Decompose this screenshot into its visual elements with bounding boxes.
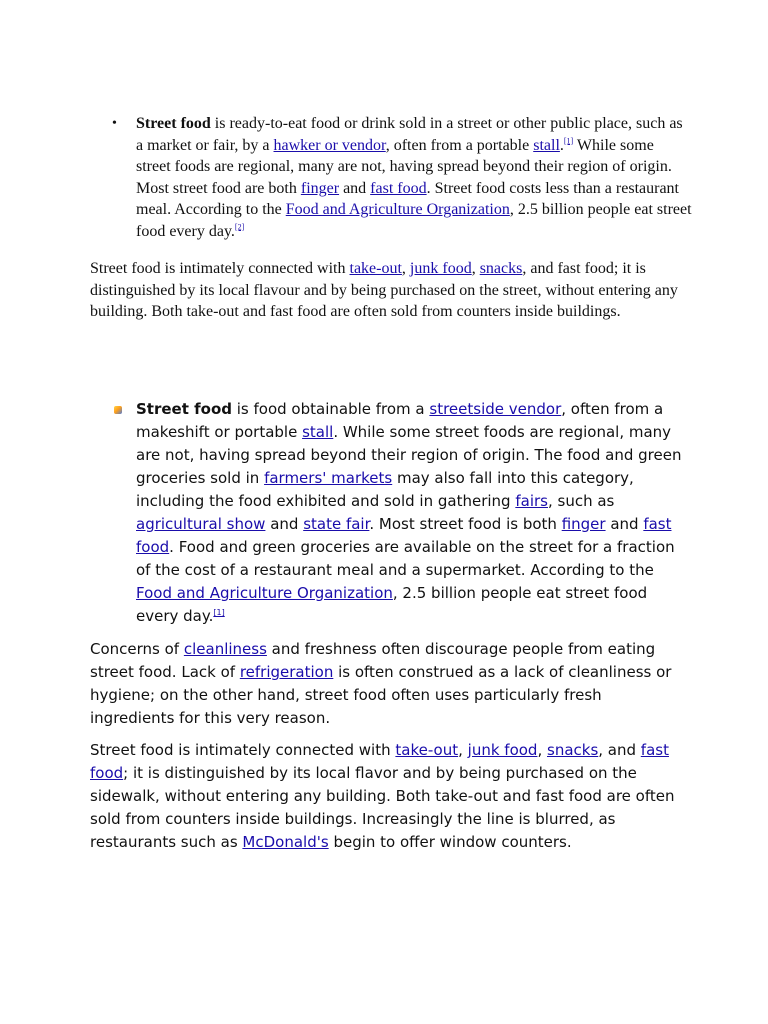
link-fast-food[interactable]: fast food [370,179,427,197]
link-fairs[interactable]: fairs [515,492,548,510]
link-cleanliness[interactable]: cleanliness [183,640,267,658]
paragraph-concerns: Concerns of cleanliness and freshness often discourage people from eating street food. Lack of refrigeration is often construed as a lack of cleanliness or hygiene; on the other hand, street food often uses particularly fresh ingredients for this very reason. [90,640,672,727]
paragraph-connected-serif: Street food is intimately connected with take-out, junk food, snacks, and fast food; it is distinguished by its local flavour and by being purchased on the street, without entering any building. Both take-out and fast food are often sold from counters inside buildings. [90,260,678,320]
reference-link-1[interactable]: [1] [563,136,574,146]
link-state-fair[interactable]: state fair [303,515,370,533]
link-finger[interactable]: finger [300,179,340,197]
link-junk-food[interactable]: junk food [409,260,472,277]
link-food-and-agriculture-organization[interactable]: Food and Agriculture Organization [285,201,510,218]
link-hawker-or-vendor[interactable]: hawker or vendor [273,136,386,154]
link-agricultural-show[interactable]: agricultural show [136,515,266,533]
link-stall[interactable]: stall [302,423,334,441]
term-bold: Street food [136,115,211,132]
link-fast-food[interactable]: fast food [90,741,669,782]
reference-link-1[interactable]: [1] [213,608,225,617]
bullet-item-street-food-serif [112,113,692,242]
link-take-out[interactable]: take-out [349,260,402,277]
bullet-dot-icon: • [112,116,117,131]
link-fast-food[interactable]: fast food [136,515,672,556]
bullet-text: Street food is food obtainable from a streetside vendor, often from a makeshift or portable stall. While some street foods are regional, many are not, having spread beyond their region of origin. The food and green groceries sold in farmers' markets may also fall into this category, including the food exhibited and sold in gathering fairs, such as agricultural show and state fair. Most street food is both finger and fast food. Food and green groceries are available on the street for a fraction of the cost of a restaurant meal and a supermarket. According to the Food and Agriculture Organization, 2.5 billion people eat street food every day.[1] [136,400,682,625]
bullet-item-street-food-sans [112,398,682,628]
link-farmers-markets[interactable]: farmers' markets [264,469,393,487]
link-refrigeration[interactable]: refrigeration [239,663,334,681]
reference-link-2[interactable]: [2] [234,222,245,232]
link-mcdonalds[interactable]: McDonald's [242,833,329,851]
paragraph-connected-sans: Street food is intimately connected with take-out, junk food, snacks, and fast food; it is distinguished by its local flavor and by being purchased on the sidewalk, without entering any building. Both take-out and fast food are often sold from counters inside buildings. Increasingly the line is blurred, as restaurants such as McDonald's begin to offer window counters. [90,741,675,851]
bullet-text: Street food is ready-to-eat food or drink sold in a street or other public place, such as a market or fair, by a hawker or vendor, often from a portable stall.[1] While some street foods are regional, many are not, having spread beyond their region of origin. Most street food are both finger and fast food. Street food costs less than a restaurant meal. According to the Food and Agriculture Organization, 2.5 billion people eat street food every day.[2] [136,115,692,240]
term-bold: Street food [136,400,232,418]
link-take-out[interactable]: take-out [395,741,459,759]
link-stall[interactable]: stall [533,136,560,154]
link-junk-food[interactable]: junk food [467,741,538,759]
link-finger[interactable]: finger [561,515,606,533]
bullet-square-icon [114,406,122,414]
link-snacks[interactable]: snacks [479,260,523,277]
link-food-and-agriculture-organization[interactable]: Food and Agriculture Organization [136,584,393,602]
link-streetside-vendor[interactable]: streetside vendor [429,400,562,418]
link-snacks[interactable]: snacks [547,741,599,759]
